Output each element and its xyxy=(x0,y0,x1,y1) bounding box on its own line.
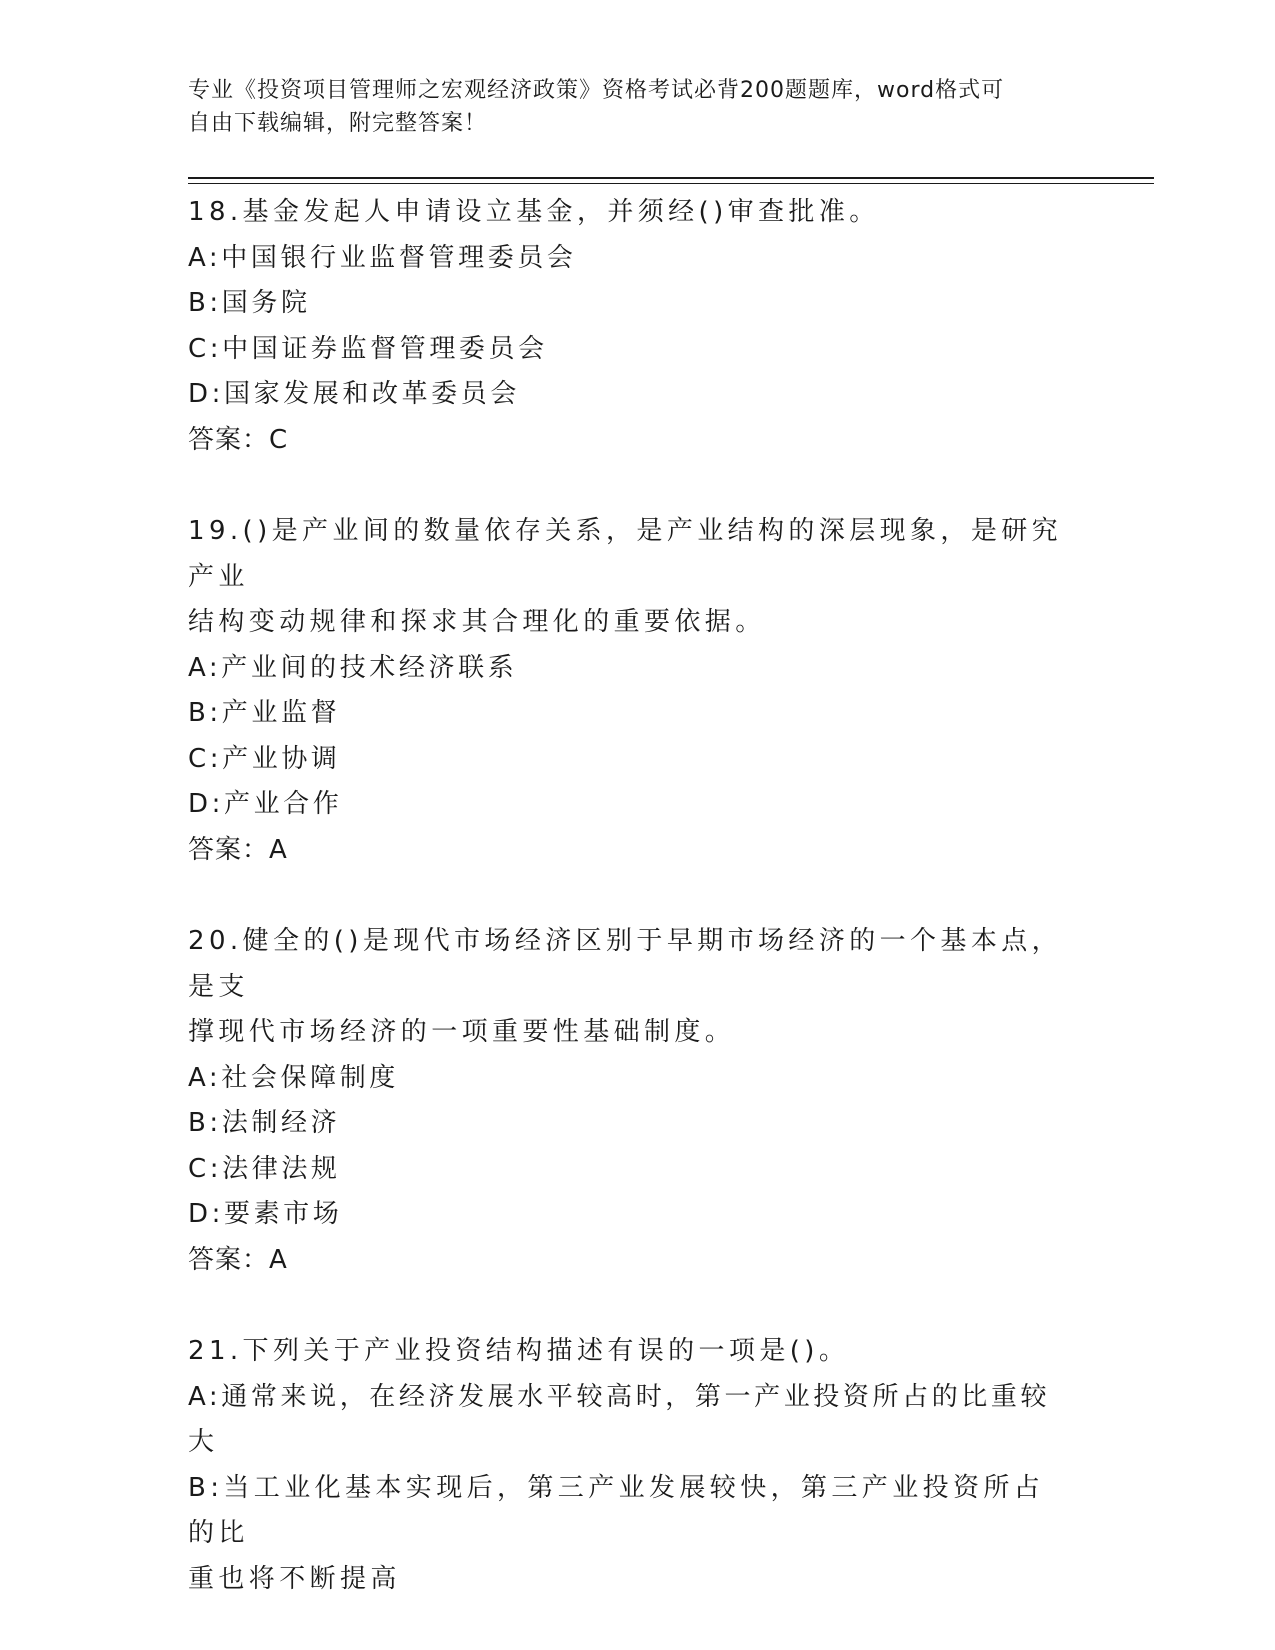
option-b: B:产业监督 xyxy=(188,698,341,728)
option-d: D:国家发展和改革委员会 xyxy=(188,379,520,409)
question-stem: 18.基金发起人申请设立基金，并须经()审查批准。 xyxy=(188,197,880,227)
header-divider-thin xyxy=(188,183,1154,184)
option-a: A:通常来说，在经济发展水平较高时，第一产业投资所占的比重较大 xyxy=(188,1381,1051,1457)
answer xyxy=(188,418,1068,464)
question-18 xyxy=(188,190,1068,463)
option-d: D:要素市场 xyxy=(188,1199,343,1229)
answer-value: C xyxy=(269,424,289,455)
question-stem: 21.下列关于产业投资结构描述有误的一项是()。 xyxy=(188,1336,850,1366)
option-c: C:法律法规 xyxy=(188,1153,341,1184)
option-b: B:国务院 xyxy=(188,288,311,318)
answer-label: 答案： xyxy=(188,834,270,865)
answer-label: 答案： xyxy=(188,1244,270,1275)
question-stem-continued: 撑现代市场经济的一项重要性基础制度。 xyxy=(188,1017,736,1047)
answer xyxy=(188,1238,1068,1284)
answer-value: A xyxy=(269,1244,288,1275)
header-title-line-2: 自由下载编辑，附完整答案！ xyxy=(188,111,488,136)
option-b-continued: 重也将不断提高 xyxy=(188,1563,401,1594)
document-header xyxy=(188,74,1068,140)
question-21 xyxy=(188,1329,1068,1602)
header-title-line-1: 专业《投资项目管理师之宏观经济政策》资格考试必背200题题库，word格式可 xyxy=(188,78,1005,103)
question-list xyxy=(188,190,1068,1648)
answer xyxy=(188,828,1068,874)
option-d: D:产业合作 xyxy=(188,789,343,819)
question-19 xyxy=(188,509,1068,873)
option-a: A:中国银行业监督管理委员会 xyxy=(188,242,577,273)
answer-label: 答案： xyxy=(188,424,270,455)
option-b: B:当工业化基本实现后，第三产业发展较快，第三产业投资所占的比 xyxy=(188,1472,1045,1548)
question-20 xyxy=(188,919,1068,1283)
question-stem: 19.()是产业间的数量依存关系，是产业结构的深层现象，是研究产业 xyxy=(188,516,1063,592)
option-c: C:中国证券监督管理委员会 xyxy=(188,333,548,364)
question-stem-continued: 结构变动规律和探求其合理化的重要依据。 xyxy=(188,607,766,637)
option-a: A:产业间的技术经济联系 xyxy=(188,652,518,683)
answer-value: A xyxy=(269,834,288,865)
option-c: C:产业协调 xyxy=(188,743,341,774)
header-divider-thick xyxy=(188,177,1154,179)
option-a: A:社会保障制度 xyxy=(188,1062,399,1093)
question-stem: 20.健全的()是现代市场经济区别于早期市场经济的一个基本点，是支 xyxy=(188,926,1063,1002)
option-b: B:法制经济 xyxy=(188,1108,341,1138)
